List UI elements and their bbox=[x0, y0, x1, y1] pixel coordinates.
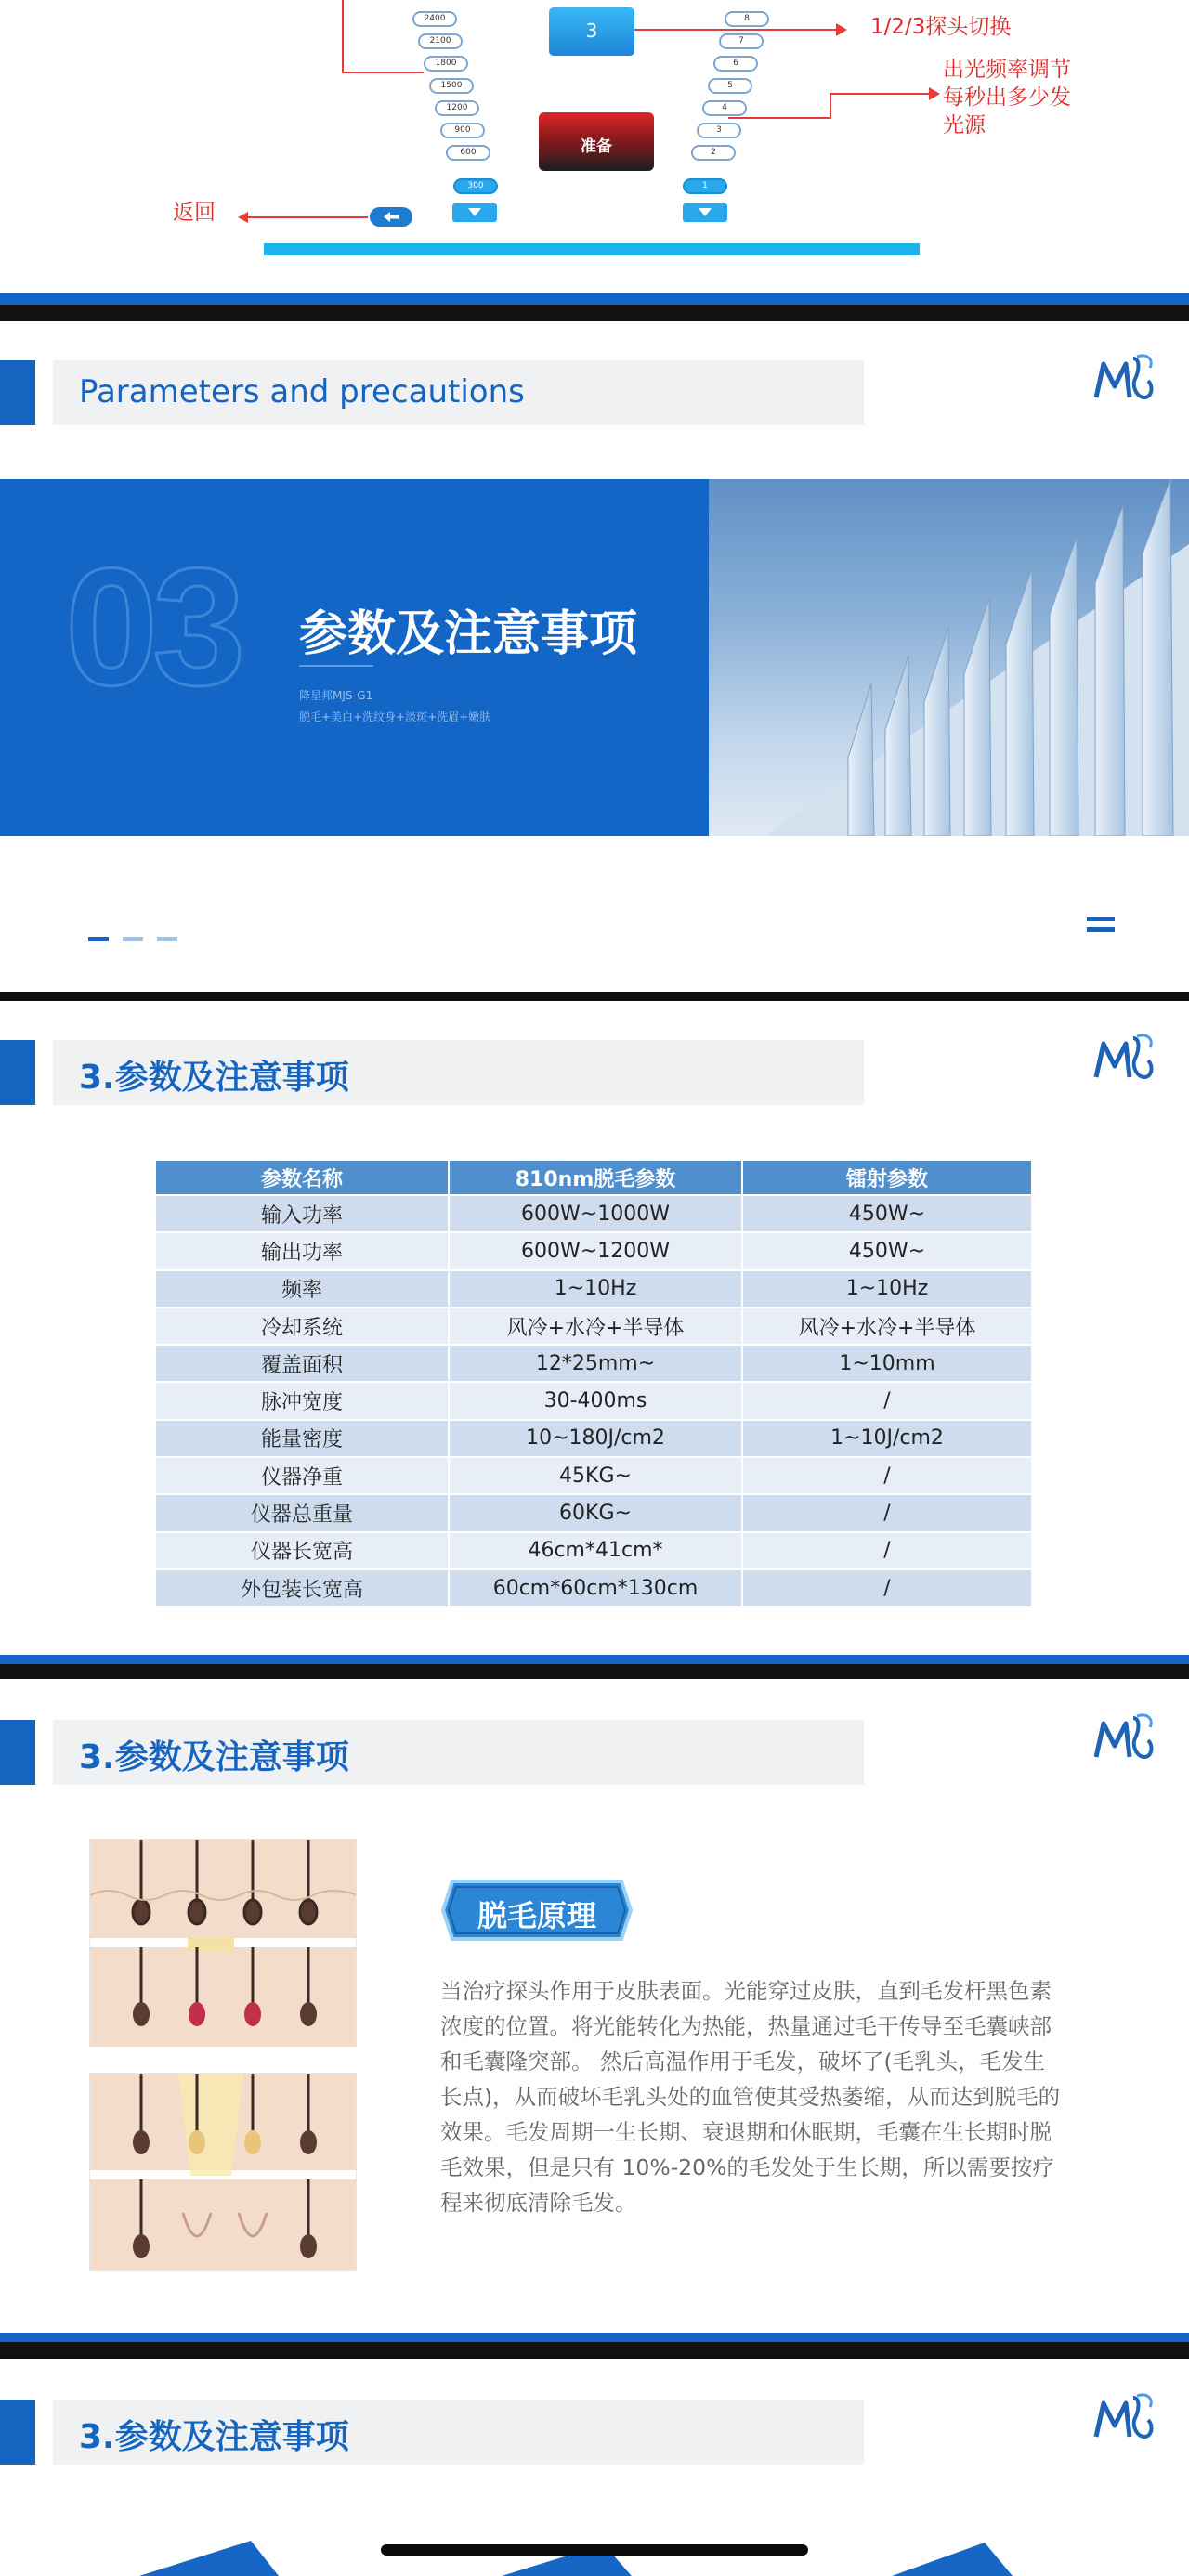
banner-caption: 脱毛+美白+洗纹身+淡斑+洗眉+嫩肤 bbox=[299, 710, 491, 723]
header-accent bbox=[0, 1720, 35, 1785]
arrow-head-icon bbox=[836, 23, 847, 36]
table-cell: 1~10Hz bbox=[742, 1270, 1032, 1308]
annotation-line bbox=[634, 29, 839, 31]
corner-mark bbox=[1087, 917, 1115, 921]
table-cell: 450W~ bbox=[742, 1232, 1032, 1269]
left-scale-pill[interactable]: 1800 bbox=[424, 56, 468, 72]
principle-badge bbox=[439, 1878, 634, 1943]
table-cell: / bbox=[742, 1532, 1032, 1569]
right-scale-pill[interactable]: 4 bbox=[702, 100, 747, 116]
table-cell: 46cm*41cm* bbox=[449, 1532, 742, 1569]
banner-subtitle: 降星邦MJS-G1 bbox=[299, 689, 373, 702]
table-row bbox=[155, 1232, 1032, 1269]
hair-follicle-illustration bbox=[90, 2074, 357, 2271]
frequency-annotation-line2: 每秒出多少发 bbox=[943, 85, 1071, 110]
page-indicator bbox=[157, 937, 177, 941]
section-divider bbox=[0, 1655, 1189, 1664]
table-cell: 450W~ bbox=[742, 1195, 1032, 1232]
badge-label: 脱毛原理 bbox=[477, 1898, 596, 1933]
banner-title: 参数及注意事项 bbox=[299, 606, 638, 662]
annotation-line bbox=[342, 0, 344, 72]
table-header-cell: 参数名称 bbox=[155, 1160, 449, 1195]
brand-logo-icon bbox=[1092, 351, 1157, 412]
page-title: 3.参数及注意事项 bbox=[79, 2418, 349, 2456]
table-row bbox=[155, 1569, 1032, 1607]
table-cell: 600W~1000W bbox=[449, 1195, 742, 1232]
hair-follicle-illustration bbox=[90, 1840, 357, 2047]
section-divider bbox=[0, 1664, 1189, 1679]
table-cell: 输入功率 bbox=[155, 1195, 449, 1232]
table-cell: 冷却系统 bbox=[155, 1308, 449, 1345]
table-row bbox=[155, 1308, 1032, 1345]
table-row bbox=[155, 1195, 1032, 1232]
table-cell: 频率 bbox=[155, 1270, 449, 1308]
section-divider bbox=[0, 293, 1189, 305]
left-scale-pill[interactable]: 900 bbox=[440, 123, 485, 138]
brand-logo-icon bbox=[1092, 2390, 1157, 2452]
table-cell: 能量密度 bbox=[155, 1420, 449, 1457]
probe-switch-label: 3 bbox=[585, 20, 598, 42]
table-header-cell: 810nm脱毛参数 bbox=[449, 1160, 742, 1195]
table-cell: 覆盖面积 bbox=[155, 1345, 449, 1382]
back-arrow-icon bbox=[370, 207, 412, 227]
section-divider bbox=[0, 992, 1189, 1001]
corner-mark bbox=[1087, 927, 1115, 932]
right-scale-pill[interactable]: 5 bbox=[708, 78, 752, 94]
table-row bbox=[155, 1382, 1032, 1419]
right-down-arrow-button[interactable] bbox=[683, 203, 727, 222]
table-header-cell: 镭射参数 bbox=[742, 1160, 1032, 1195]
table-cell: 1~10Hz bbox=[449, 1270, 742, 1308]
right-scale-pill[interactable]: 3 bbox=[697, 123, 741, 138]
table-cell: 仪器长宽高 bbox=[155, 1532, 449, 1569]
principle-description: 当治疗探头作用于皮肤表面。光能穿过皮肤，直到毛发杆黑色素浓度的位置。将光能转化为热能，热量通过毛干传导至毛囊峡部和毛囊隆突部。 然后高温作用于毛发，破坏了(毛乳头，毛发生长点)，从而破坏毛乳头处的血管使其受热萎缩，从而达到脱毛的效果。毛发周期一生长期、衰退期和休眠期，毛囊在生长期时脱毛效果，但是只有 10%-20%的毛发处于生长期，所以需要按疗程来彻底清除毛发。 bbox=[440, 1978, 1061, 2216]
table-cell: / bbox=[742, 1569, 1032, 1607]
frequency-annotation-line3: 光源 bbox=[943, 113, 986, 137]
brand-logo-icon bbox=[1092, 1031, 1157, 1092]
table-cell: 600W~1200W bbox=[449, 1232, 742, 1269]
skin-diagram-top bbox=[89, 1839, 357, 2047]
right-scale-pill[interactable]: 7 bbox=[719, 33, 764, 49]
header-accent bbox=[0, 2400, 35, 2465]
table-cell: 仪器净重 bbox=[155, 1457, 449, 1494]
right-scale-pill[interactable]: 2 bbox=[691, 145, 736, 161]
table-cell: 脉冲宽度 bbox=[155, 1382, 449, 1419]
right-scale-pill[interactable]: 6 bbox=[713, 56, 758, 72]
page-indicator-active bbox=[88, 937, 109, 941]
table-cell: / bbox=[742, 1494, 1032, 1531]
table-cell: 风冷+水冷+半导体 bbox=[742, 1308, 1032, 1345]
table-cell: 仪器总重量 bbox=[155, 1494, 449, 1531]
table-row bbox=[155, 1270, 1032, 1308]
page-indicator bbox=[123, 937, 143, 941]
probe-switch-annotation: 1/2/3探头切换 bbox=[870, 15, 1012, 39]
table-cell: / bbox=[742, 1457, 1032, 1494]
table-cell: 60cm*60cm*130cm bbox=[449, 1569, 742, 1607]
page-title: 3.参数及注意事项 bbox=[79, 1738, 349, 1776]
table-row bbox=[155, 1494, 1032, 1531]
table-cell: 1~10mm bbox=[742, 1345, 1032, 1382]
frequency-annotation-line1: 出光频率调节 bbox=[943, 58, 1071, 82]
home-indicator[interactable] bbox=[381, 2544, 808, 2556]
parameters-table bbox=[154, 1159, 1033, 1607]
annotation-line bbox=[728, 117, 830, 119]
annotation-line bbox=[247, 216, 368, 218]
skin-diagram-bottom bbox=[89, 2073, 357, 2271]
left-scale-pill[interactable]: 2100 bbox=[418, 33, 463, 49]
table-cell: / bbox=[742, 1382, 1032, 1419]
table-cell: 60KG~ bbox=[449, 1494, 742, 1531]
banner-panel bbox=[0, 479, 709, 836]
header-accent bbox=[0, 360, 35, 425]
back-button[interactable] bbox=[370, 207, 412, 227]
table-row bbox=[155, 1345, 1032, 1382]
section-divider bbox=[0, 305, 1189, 321]
page-title: Parameters and precautions bbox=[79, 373, 525, 410]
annotation-line bbox=[342, 72, 424, 73]
table-header-row bbox=[155, 1160, 1032, 1195]
table-row bbox=[155, 1420, 1032, 1457]
left-scale-pill[interactable]: 2400 bbox=[412, 11, 457, 27]
probe-switch-button[interactable] bbox=[549, 7, 634, 56]
banner-number: 03 bbox=[65, 534, 241, 721]
table-cell: 10~180J/cm2 bbox=[449, 1420, 742, 1457]
banner-underline bbox=[299, 665, 373, 667]
section-divider bbox=[0, 2333, 1189, 2342]
building-image bbox=[709, 479, 1189, 836]
panel-baseline-bar bbox=[264, 243, 920, 255]
table-cell: 外包装长宽高 bbox=[155, 1569, 449, 1607]
ready-button[interactable] bbox=[539, 112, 654, 171]
page-title: 3.参数及注意事项 bbox=[79, 1059, 349, 1097]
right-scale-pill[interactable]: 8 bbox=[725, 11, 769, 27]
left-scale-pill[interactable]: 1200 bbox=[435, 100, 479, 116]
left-down-arrow-button[interactable] bbox=[452, 203, 497, 222]
left-scale-selected[interactable]: 300 bbox=[453, 178, 498, 194]
left-scale-pill[interactable]: 600 bbox=[446, 145, 490, 161]
header-accent bbox=[0, 1040, 35, 1105]
table-row bbox=[155, 1457, 1032, 1494]
table-row bbox=[155, 1532, 1032, 1569]
table-cell: 1~10J/cm2 bbox=[742, 1420, 1032, 1457]
table-cell: 30-400ms bbox=[449, 1382, 742, 1419]
table-cell: 12*25mm~ bbox=[449, 1345, 742, 1382]
table-cell: 风冷+水冷+半导体 bbox=[449, 1308, 742, 1345]
section-divider bbox=[0, 2342, 1189, 2359]
ready-button-label: 准备 bbox=[581, 137, 612, 156]
table-cell: 输出功率 bbox=[155, 1232, 449, 1269]
arrow-head-icon bbox=[929, 87, 940, 100]
left-scale-pill[interactable]: 1500 bbox=[429, 78, 474, 94]
annotation-line bbox=[830, 93, 831, 119]
brand-logo-icon bbox=[1092, 1711, 1157, 1772]
right-scale-selected[interactable]: 1 bbox=[683, 178, 727, 194]
architecture-photo bbox=[709, 479, 1189, 836]
table-cell: 45KG~ bbox=[449, 1457, 742, 1494]
back-annotation: 返回 bbox=[173, 201, 216, 225]
control-panel-diagram bbox=[0, 0, 1189, 293]
annotation-line bbox=[830, 93, 932, 95]
